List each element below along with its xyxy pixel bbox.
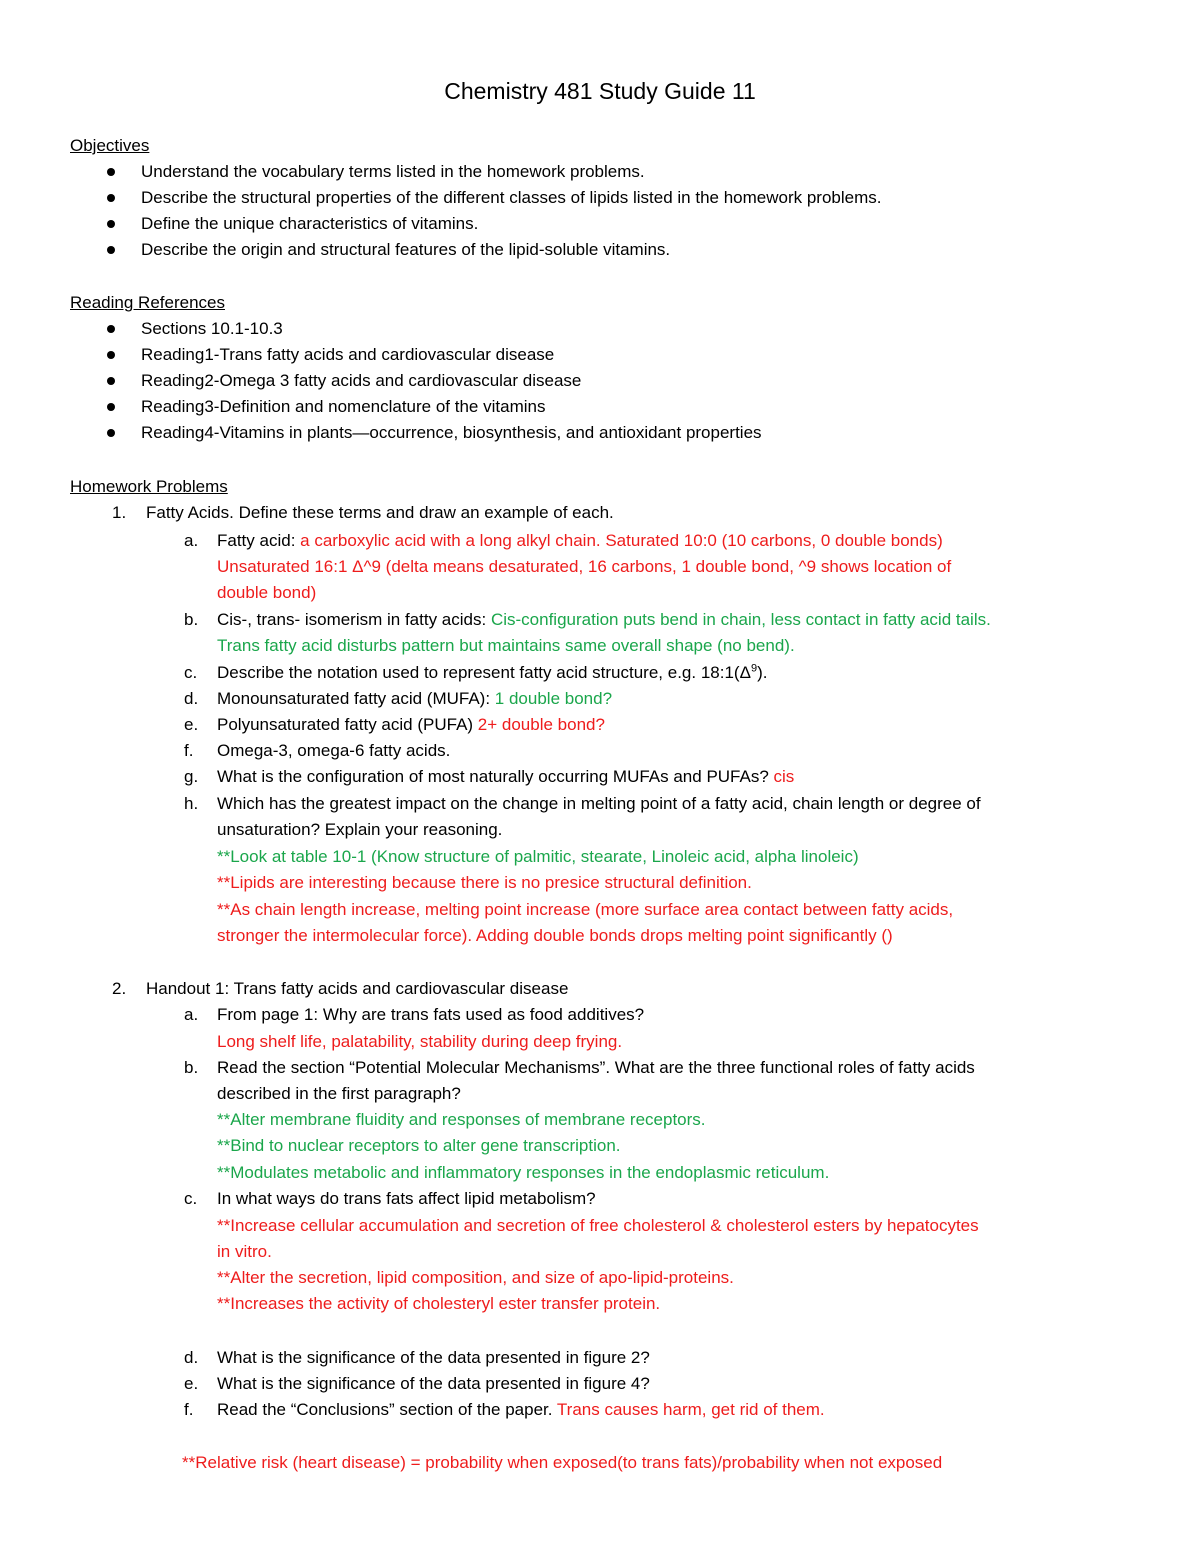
note-text: **Look at table 10-1 (Know structure of palmitic, stearate, Linoleic acid, alpha linoleic) (217, 847, 859, 866)
answer-text: Trans causes harm, get rid of them. (556, 1400, 825, 1419)
reading-item: Reading4-Vitamins in plants—occurrence, biosynthesis, and antioxidant properties (141, 423, 762, 442)
answer-text: Cis-configuration puts bend in chain, less contact in fatty acid tails. (490, 610, 991, 629)
answer-text: **Alter membrane fluidity and responses of membrane receptors. (217, 1110, 706, 1129)
question-label-end: ). (757, 663, 768, 682)
item-letter: d. (184, 1348, 199, 1367)
item-letter: c. (184, 663, 198, 682)
item-letter: a. (184, 1005, 199, 1024)
item-letter: c. (184, 1189, 198, 1208)
answer-text: **Increases the activity of cholesteryl ester transfer protein. (217, 1294, 661, 1313)
problem-number: 1. (112, 503, 127, 522)
bullet-icon (106, 186, 116, 196)
bullet-icon (106, 421, 116, 431)
bullet-icon (106, 238, 116, 248)
bullet-icon (106, 395, 116, 405)
answer-text: a carboxylic acid with a long alkyl chain. Saturated 10:0 (10 carbons, 0 double bonds) (300, 531, 943, 550)
objectives-heading: Objectives (70, 136, 150, 155)
superscript: 9 (750, 662, 758, 675)
bullet-icon (106, 317, 116, 327)
item-letter: e. (184, 715, 199, 734)
item-letter: b. (184, 1058, 199, 1077)
answer-text: 2+ double bond? (477, 715, 605, 734)
objective-item: Define the unique characteristics of vitamins. (141, 214, 479, 233)
question-text (217, 712, 605, 738)
question-label: Polyunsaturated fatty acid (PUFA) (217, 715, 478, 734)
note-text: **As chain length increase, melting point increase (more surface area contact between fatty acids, (217, 900, 954, 919)
objective-item: Describe the origin and structural features of the lipid-soluble vitamins. (141, 240, 671, 259)
reading-item: Reading3-Definition and nomenclature of the vitamins (141, 397, 546, 416)
answer-text: Trans fatty acid disturbs pattern but maintains same overall shape (no bend). (217, 636, 795, 655)
item-letter: f. (184, 741, 194, 760)
question-text (217, 686, 612, 712)
question-label: Describe the notation used to represent fatty acid structure, e.g. 18:1(Δ (217, 663, 751, 682)
reading-heading: Reading References (70, 293, 225, 312)
problem-number: 2. (112, 979, 127, 998)
footer-note: **Relative risk (heart disease) = probability when exposed(to trans fats)/probability when not exposed (182, 1453, 943, 1472)
item-letter: b. (184, 610, 199, 629)
answer-text: Unsaturated 16:1 Δ^9 (delta means desaturated, 16 carbons, 1 double bond, ^9 shows location of (217, 557, 952, 576)
reading-item: Reading1-Trans fatty acids and cardiovascular disease (141, 345, 555, 364)
note-text: **Lipids are interesting because there is no presice structural definition. (217, 873, 752, 892)
answer-text: cis (773, 767, 795, 786)
homework-heading: Homework Problems (70, 477, 228, 496)
question-text: From page 1: Why are trans fats used as food additives? (217, 1005, 645, 1024)
question-text (217, 764, 794, 790)
objective-item: Describe the structural properties of the different classes of lipids listed in the homework problems. (141, 188, 882, 207)
bullet-icon (106, 369, 116, 379)
question-label: Cis-, trans- isomerism in fatty acids: (217, 610, 491, 629)
objective-item: Understand the vocabulary terms listed in the homework problems. (141, 162, 645, 181)
question-label: Read the “Conclusions” section of the paper. (217, 1400, 557, 1419)
bullet-icon (106, 160, 116, 170)
item-letter: d. (184, 689, 199, 708)
question-label: What is the configuration of most naturally occurring MUFAs and PUFAs? (217, 767, 774, 786)
question-text (217, 607, 991, 633)
question-text: described in the first paragraph? (217, 1084, 461, 1103)
question-text: What is the significance of the data presented in figure 2? (217, 1348, 650, 1367)
reading-item: Reading2-Omega 3 fatty acids and cardiovascular disease (141, 371, 582, 390)
question-text: In what ways do trans fats affect lipid metabolism? (217, 1189, 596, 1208)
item-letter: a. (184, 531, 199, 550)
question-text (217, 528, 943, 554)
problem-text: Handout 1: Trans fatty acids and cardiovascular disease (146, 979, 569, 998)
question-text: Omega-3, omega-6 fatty acids. (217, 741, 451, 760)
note-text: stronger the intermolecular force). Adding double bonds drops melting point significantly () (217, 926, 893, 945)
question-text: What is the significance of the data presented in figure 4? (217, 1374, 650, 1393)
answer-text: **Increase cellular accumulation and secretion of free cholesterol & cholesterol esters by hepatocytes (217, 1216, 979, 1235)
answer-text: **Alter the secretion, lipid composition, and size of apo-lipid-proteins. (217, 1268, 734, 1287)
question-label: Monounsaturated fatty acid (MUFA): (217, 689, 495, 708)
question-label: Fatty acid: (217, 531, 301, 550)
item-letter: h. (184, 794, 199, 813)
item-letter: f. (184, 1400, 194, 1419)
question-text: Which has the greatest impact on the change in melting point of a fatty acid, chain length or degree of (217, 794, 981, 813)
answer-text: 1 double bond? (494, 689, 613, 708)
item-letter: e. (184, 1374, 199, 1393)
item-letter: g. (184, 767, 199, 786)
answer-text: **Modulates metabolic and inflammatory responses in the endoplasmic reticulum. (217, 1163, 830, 1182)
question-text (217, 660, 767, 686)
question-text: unsaturation? Explain your reasoning. (217, 820, 503, 839)
answer-text: in vitro. (217, 1242, 272, 1261)
page-title: Chemistry 481 Study Guide 11 (444, 78, 756, 104)
answer-text: double bond) (217, 583, 317, 602)
question-text (217, 1397, 825, 1423)
bullet-icon (106, 212, 116, 222)
question-text: Read the section “Potential Molecular Mechanisms”. What are the three functional roles of fatty acids (217, 1058, 975, 1077)
problem-text: Fatty Acids. Define these terms and draw an example of each. (146, 503, 614, 522)
answer-text: **Bind to nuclear receptors to alter gene transcription. (217, 1136, 621, 1155)
reading-item: Sections 10.1-10.3 (141, 319, 283, 338)
bullet-icon (106, 343, 116, 353)
answer-text: Long shelf life, palatability, stability during deep frying. (217, 1032, 623, 1051)
